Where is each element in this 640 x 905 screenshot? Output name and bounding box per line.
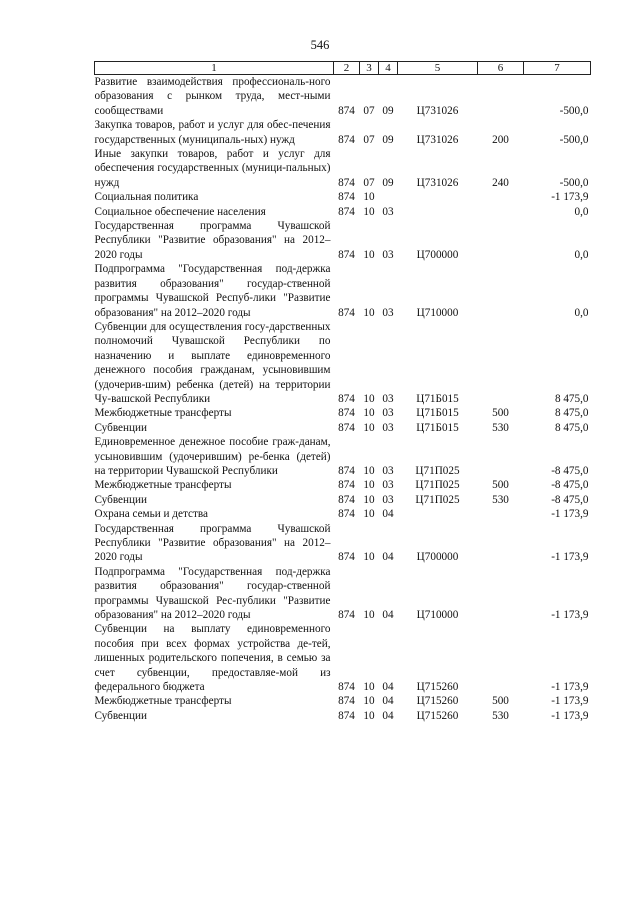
row-rz-cell: 10 [363, 479, 375, 492]
row-pr-cell: 04 [382, 609, 394, 622]
row-vr-cell [478, 190, 524, 204]
row-vr-cell [478, 507, 524, 521]
row-rz-cell: 10 [363, 709, 375, 722]
row-sum-cell: -500,0 [559, 133, 589, 146]
row-name-cell: Социальное обеспечение населения [94, 205, 266, 218]
row-vr-cell: 530 [492, 421, 509, 434]
row-rz-cell: 10 [363, 248, 375, 261]
row-pr-cell: 09 [382, 133, 394, 146]
row-name-cell: Социальная политика [94, 191, 199, 204]
row-sum-cell: 0,0 [574, 205, 589, 218]
column-header: 2 [334, 62, 360, 75]
table-row [95, 507, 591, 521]
row-csr-cell: Ц700000 [416, 248, 459, 261]
table-row [95, 421, 591, 435]
column-header: 5 [398, 62, 478, 75]
table-row [95, 493, 591, 507]
row-csr-cell: Ц71П025 [415, 464, 460, 477]
row-name-cell: Межбюджетные трансферты [94, 407, 232, 420]
table-row [95, 205, 591, 219]
row-vr-cell [478, 522, 524, 565]
row-ved-cell: 874 [338, 407, 355, 420]
row-name-cell: Подпрограмма "Государственная под-держка развития образования" государ-ственной программы Чувашской Респуб-лики "Развитие образования" на 2012–2020 годы [94, 263, 331, 319]
row-rz-cell: 10 [363, 508, 375, 521]
row-name-cell: Субвенции на выплату единовременного пособия при всех формах устройства де-тей, лишенных родительского попечения, в семью за счет субвенции, предоставляе-мой из федерального бюджета [94, 623, 331, 694]
row-pr-cell: 09 [382, 176, 394, 189]
row-pr-cell: 04 [382, 508, 394, 521]
row-vr-cell [478, 320, 524, 406]
budget-table [94, 61, 591, 723]
row-vr-cell: 500 [492, 407, 509, 420]
row-pr-cell: 03 [382, 392, 394, 405]
row-name-cell: Государственная программа Чувашской Республики "Развитие образования" на 2012–2020 годы [94, 220, 331, 261]
row-ved-cell: 874 [338, 709, 355, 722]
table-row [95, 694, 591, 708]
row-csr-cell: Ц71П025 [415, 493, 460, 506]
row-name-cell: Охрана семьи и детства [94, 508, 208, 521]
row-name-cell: Межбюджетные трансферты [94, 479, 232, 492]
row-sum-cell: -1 173,9 [551, 191, 589, 204]
row-vr-cell [478, 205, 524, 219]
row-sum-cell: -1 173,9 [551, 709, 589, 722]
row-vr-cell [478, 565, 524, 623]
row-ved-cell: 874 [338, 551, 355, 564]
table-row [95, 190, 591, 204]
row-rz-cell: 10 [363, 407, 375, 420]
row-vr-cell [478, 219, 524, 262]
row-csr-cell: Ц700000 [416, 551, 459, 564]
row-pr-cell: 04 [382, 709, 394, 722]
row-pr-cell: 04 [382, 681, 394, 694]
row-ved-cell: 874 [338, 176, 355, 189]
row-ved-cell: 874 [338, 508, 355, 521]
row-ved-cell: 874 [338, 191, 355, 204]
row-sum-cell: -1 173,9 [551, 681, 589, 694]
row-sum-cell: -1 173,9 [551, 695, 589, 708]
row-ved-cell: 874 [338, 306, 355, 319]
row-csr-cell: Ц731026 [416, 104, 459, 117]
row-vr-cell: 240 [492, 176, 509, 189]
row-rz-cell: 07 [363, 104, 375, 117]
row-pr-cell: 03 [382, 464, 394, 477]
row-name-cell: Развитие взаимодействия профессиональ-ного образования с рынком труда, мест-ными сообществами [94, 76, 331, 117]
table-row [95, 75, 591, 119]
row-csr-cell: Ц715260 [416, 709, 459, 722]
table-row [95, 262, 591, 320]
row-rz-cell: 10 [363, 392, 375, 405]
row-rz-cell: 07 [363, 176, 375, 189]
row-csr-cell [398, 190, 478, 204]
row-sum-cell: -500,0 [559, 176, 589, 189]
row-rz-cell: 10 [363, 551, 375, 564]
table-row [95, 219, 591, 262]
page-number: 546 [310, 38, 330, 52]
row-pr-cell: 03 [382, 248, 394, 261]
row-pr-cell [379, 190, 398, 204]
row-rz-cell: 10 [363, 421, 375, 434]
row-sum-cell: 8 475,0 [554, 407, 589, 420]
row-sum-cell: -8 475,0 [551, 493, 589, 506]
row-name-cell: Подпрограмма "Государственная под-держка развития образования" государ-ственной программы Чувашской Рес-публики "Развитие образования" на 2012–2020 годы [94, 565, 331, 622]
row-csr-cell [398, 205, 478, 219]
row-ved-cell: 874 [338, 421, 355, 434]
row-name-cell: Субвенции [94, 493, 147, 506]
row-ved-cell: 874 [338, 205, 355, 218]
row-name-cell: Единовременное денежное пособие граж-данам, усыновившим (удочерившим) ре-бенка (детей) на территории Чувашской Республики [94, 436, 331, 477]
row-pr-cell: 03 [382, 479, 394, 492]
table-body [95, 75, 591, 724]
row-csr-cell: Ц715260 [416, 695, 459, 708]
table-header-row [95, 62, 591, 75]
table-row [95, 435, 591, 478]
row-sum-cell: -8 475,0 [551, 464, 589, 477]
row-sum-cell: 8 475,0 [554, 392, 589, 405]
row-rz-cell: 10 [363, 191, 375, 204]
row-pr-cell: 04 [382, 551, 394, 564]
row-rz-cell: 10 [363, 306, 375, 319]
row-rz-cell: 10 [363, 493, 375, 506]
row-ved-cell: 874 [338, 695, 355, 708]
row-name-cell: Межбюджетные трансферты [94, 695, 232, 708]
row-csr-cell: Ц710000 [416, 609, 459, 622]
row-pr-cell: 03 [382, 205, 394, 218]
row-rz-cell: 07 [363, 133, 375, 146]
row-sum-cell: 0,0 [574, 306, 589, 319]
row-ved-cell: 874 [338, 479, 355, 492]
row-vr-cell [478, 435, 524, 478]
row-csr-cell: Ц71Б015 [416, 421, 459, 434]
row-name-cell: Субвенции для осуществления госу-дарственных полномочий Чувашской Республики по назначению и выплате единовременного денежного пособия гражданам, усыновившим (удочерив-шим) ребенка (детей) на территории Чу-вашской Республики [94, 320, 331, 405]
row-ved-cell: 874 [338, 392, 355, 405]
table-row [95, 622, 591, 694]
table-row [95, 147, 591, 190]
row-ved-cell: 874 [338, 609, 355, 622]
row-sum-cell: -1 173,9 [551, 609, 589, 622]
row-rz-cell: 10 [363, 464, 375, 477]
table-row [95, 565, 591, 623]
row-vr-cell: 530 [492, 709, 509, 722]
row-pr-cell: 03 [382, 421, 394, 434]
row-csr-cell: Ц71Б015 [416, 392, 459, 405]
row-sum-cell: -500,0 [559, 104, 589, 117]
table-row [95, 709, 591, 723]
column-header: 1 [95, 62, 334, 75]
row-rz-cell: 10 [363, 681, 375, 694]
row-csr-cell: Ц731026 [416, 133, 459, 146]
column-header: 4 [379, 62, 398, 75]
row-name-cell: Закупка товаров, работ и услуг для обес-печения государственных (муниципаль-ных) нужд [94, 119, 331, 146]
row-csr-cell [398, 507, 478, 521]
column-header: 7 [524, 62, 591, 75]
row-name-cell: Иные закупки товаров, работ и услуг для обеспечения государственных (муници-пальных) нужд [94, 148, 331, 189]
row-vr-cell: 500 [492, 479, 509, 492]
row-sum-cell: 0,0 [574, 248, 589, 261]
column-header: 6 [478, 62, 524, 75]
row-pr-cell: 03 [382, 306, 394, 319]
row-csr-cell: Ц71П025 [415, 479, 460, 492]
row-sum-cell: -1 173,9 [551, 508, 589, 521]
table-row [95, 522, 591, 565]
row-rz-cell: 10 [363, 609, 375, 622]
row-name-cell: Субвенции [94, 709, 147, 722]
row-vr-cell [478, 75, 524, 119]
table-row [95, 478, 591, 492]
row-pr-cell: 03 [382, 407, 394, 420]
row-csr-cell: Ц71Б015 [416, 407, 459, 420]
row-ved-cell: 874 [338, 133, 355, 146]
row-pr-cell: 09 [382, 104, 394, 117]
row-pr-cell: 03 [382, 493, 394, 506]
row-vr-cell [478, 622, 524, 694]
row-sum-cell: -8 475,0 [551, 479, 589, 492]
row-sum-cell: -1 173,9 [551, 551, 589, 564]
row-ved-cell: 874 [338, 104, 355, 117]
column-header: 3 [360, 62, 379, 75]
row-name-cell: Государственная программа Чувашской Республики "Развитие образования" на 2012–2020 годы [94, 522, 331, 564]
table-row [95, 320, 591, 406]
row-sum-cell: 8 475,0 [554, 421, 589, 434]
row-vr-cell [478, 262, 524, 320]
row-rz-cell: 10 [363, 205, 375, 218]
row-pr-cell: 04 [382, 695, 394, 708]
row-rz-cell: 10 [363, 695, 375, 708]
row-vr-cell: 500 [492, 695, 509, 708]
row-csr-cell: Ц731026 [416, 176, 459, 189]
row-vr-cell: 200 [492, 133, 509, 146]
table-row [95, 406, 591, 420]
row-vr-cell: 530 [492, 493, 509, 506]
row-ved-cell: 874 [338, 681, 355, 694]
row-name-cell: Субвенции [94, 421, 147, 434]
table-row [95, 118, 591, 147]
row-csr-cell: Ц715260 [416, 681, 459, 694]
row-csr-cell: Ц710000 [416, 306, 459, 319]
row-ved-cell: 874 [338, 248, 355, 261]
row-ved-cell: 874 [338, 464, 355, 477]
row-ved-cell: 874 [338, 493, 355, 506]
